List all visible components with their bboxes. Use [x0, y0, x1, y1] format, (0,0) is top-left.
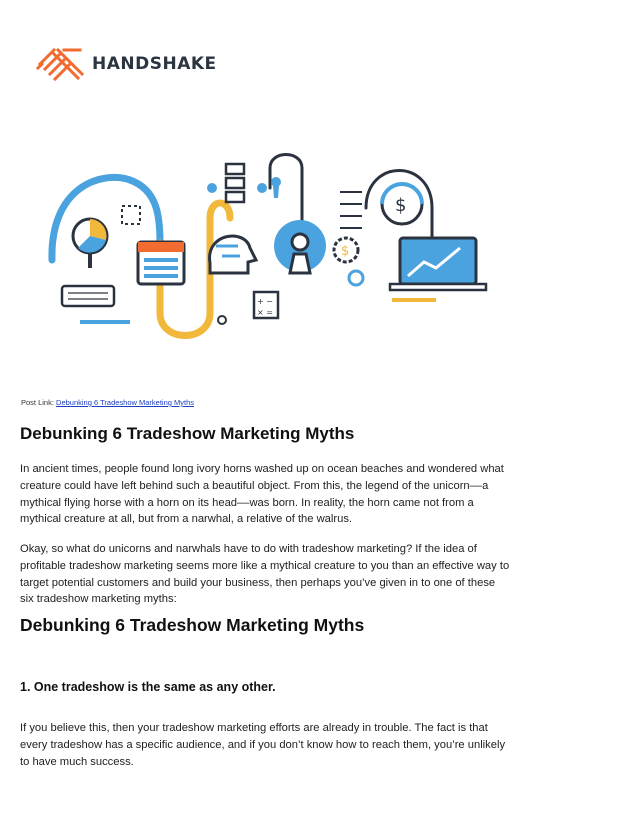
- post-link-label: Post Link:: [21, 398, 54, 407]
- section-heading: Debunking 6 Tradeshow Marketing Myths: [20, 615, 365, 635]
- intro-paragraph-2: Okay, so what do unicorns and narwhals have to do with tradeshow marketing? If the idea of profitable tradeshow marketing seems more like a mythical creature to you than an effective way to target potential customers and build your business, then perhaps you’ve given in to one of these six tradeshow marketing myths:: [20, 543, 510, 606]
- brand-logo[interactable]: [36, 44, 217, 84]
- brand-name: HANDSHAKE: [92, 54, 217, 74]
- svg-text:$: $: [395, 195, 407, 216]
- tradeshow-marketing-illustration-icon: [40, 148, 500, 348]
- post-link: [21, 398, 194, 407]
- intro-paragraph: In ancient times, people found long ivory horns washed up on ocean beaches and wondered what creature could have left behind such a beautiful object. From this, the legend of the unicorn––a mythical flying horse with a horn on its head––was born. In reality, the horn came not from a mythical creature at all, but from a narwhal, a relative of the walrus.: [20, 463, 504, 526]
- svg-text:$: $: [341, 244, 350, 259]
- myth-1-heading: 1. One tradeshow is the same as any other.: [20, 680, 276, 694]
- svg-text:+ −: + −: [257, 297, 273, 306]
- post-link-anchor[interactable]: Debunking 6 Tradeshow Marketing Myths: [56, 398, 195, 407]
- myth-1-paragraph: If you believe this, then your tradeshow marketing efforts are already in trouble. The fact is that every tradeshow has a specific audience, and if you don’t know how to reach them, you’re unlikely to have much success.: [20, 722, 506, 768]
- article-title: Debunking 6 Tradeshow Marketing Myths: [20, 424, 355, 443]
- svg-text:× =: × =: [257, 308, 273, 317]
- handshake-logo-icon: [36, 44, 86, 84]
